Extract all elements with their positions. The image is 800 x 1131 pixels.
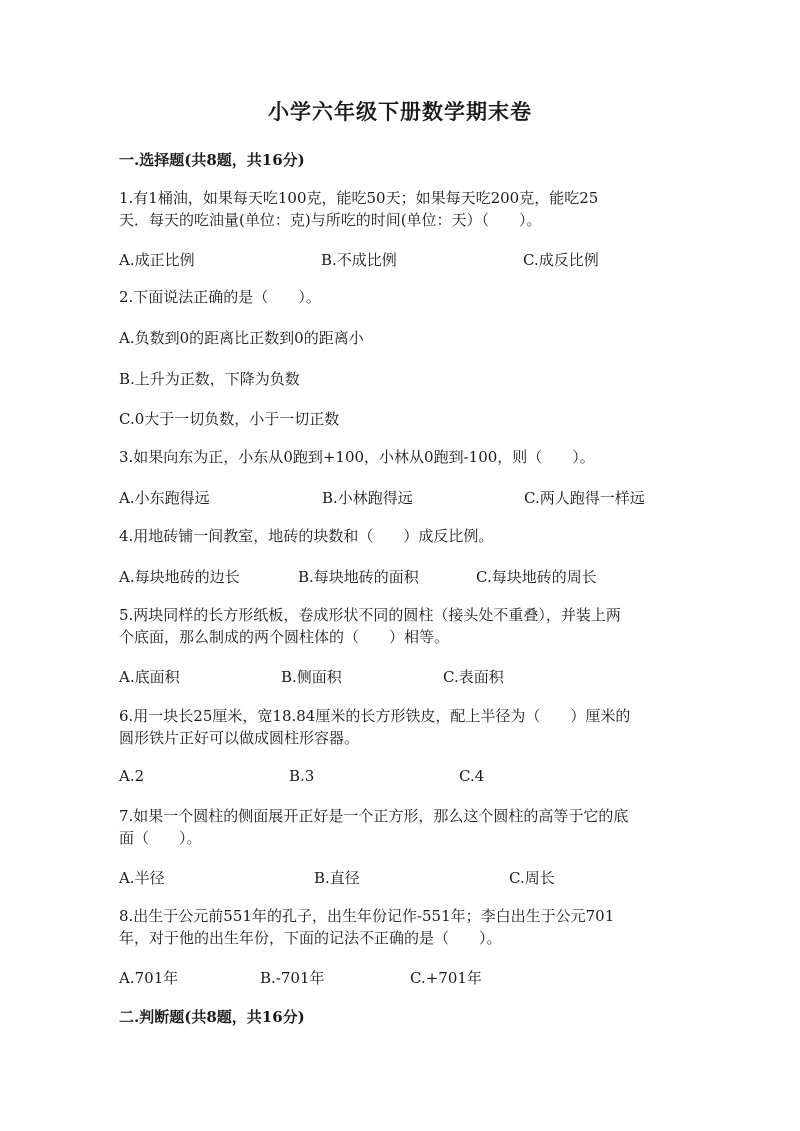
question-line: 3.如果向东为正，小东从0跑到+100，小林从0跑到-100，则（ ）。	[119, 448, 595, 466]
option-b: B.-701年	[260, 969, 325, 987]
option-b: B.上升为正数，下降为负数	[119, 370, 300, 388]
page-title: 小学六年级下册数学期末卷	[268, 99, 532, 124]
section-heading-judgment: 二.判断题(共8题，共16分)	[119, 1008, 305, 1026]
question-line: 个底面，那么制成的两个圆柱体的（ ）相等。	[119, 628, 450, 646]
question-line: 圆形铁片正好可以做成圆柱形容器。	[119, 729, 360, 747]
option-a: A.底面积	[119, 668, 180, 686]
question-line: 天．每天的吃油量(单位：克)与所吃的时间(单位：天）（ ）。	[119, 211, 542, 229]
option-c: C.两人跑得一样远	[524, 489, 645, 507]
option-c: C.表面积	[443, 668, 504, 686]
option-c: C.4	[459, 767, 485, 785]
question-4	[119, 525, 679, 547]
question-5	[119, 604, 679, 648]
option-c: C.0大于一切负数，小于一切正数	[119, 410, 340, 428]
option-b: B.不成比例	[321, 251, 397, 269]
option-b: B.小林跑得远	[322, 489, 413, 507]
question-7	[119, 805, 679, 849]
option-b: B.直径	[314, 869, 360, 887]
question-1	[119, 187, 679, 231]
option-a: A.成正比例	[119, 251, 195, 269]
question-line: 年，对于他的出生年份，下面的记法不正确的是（ ）。	[119, 929, 502, 947]
option-c: C.+701年	[410, 969, 482, 987]
option-a: A.半径	[119, 869, 165, 887]
option-b: B.每块地砖的面积	[298, 568, 419, 586]
question-line: 1.有1桶油，如果每天吃100克，能吃50天；如果每天吃200克，能吃25	[119, 189, 599, 207]
question-line: 8.出生于公元前551年的孔子，出生年份记作-551年；李白出生于公元701	[119, 907, 615, 925]
section-heading-choice: 一.选择题(共8题，共16分)	[119, 151, 305, 169]
option-a: A.小东跑得远	[119, 489, 210, 507]
question-line: 7.如果一个圆柱的侧面展开正好是一个正方形，那么这个圆柱的高等于它的底	[119, 807, 629, 825]
option-b: B.侧面积	[281, 668, 342, 686]
question-line: 6.用一块长25厘米，宽18.84厘米的长方形铁皮，配上半径为（ ）厘米的	[119, 707, 631, 725]
question-line: 4.用地砖铺一间教室，地砖的块数和（ ）成反比例。	[119, 527, 494, 545]
option-c: C.每块地砖的周长	[476, 568, 597, 586]
question-line: 面（ ）。	[119, 829, 202, 847]
question-line: 5.两块同样的长方形纸板，卷成形状不同的圆柱（接头处不重叠），并装上两	[119, 606, 621, 624]
option-a: A.负数到0的距离比正数到0的距离小	[119, 329, 364, 347]
question-6	[119, 705, 679, 749]
option-a: A.2	[119, 767, 145, 785]
question-line: 2.下面说法正确的是（ ）。	[119, 288, 321, 306]
option-c: C.周长	[509, 869, 555, 887]
option-b: B.3	[289, 767, 315, 785]
option-a: A.701年	[119, 969, 179, 987]
question-2	[119, 286, 679, 308]
option-a: A.每块地砖的边长	[119, 568, 240, 586]
question-8	[119, 905, 679, 949]
question-3	[119, 446, 679, 468]
option-c: C.成反比例	[523, 251, 599, 269]
